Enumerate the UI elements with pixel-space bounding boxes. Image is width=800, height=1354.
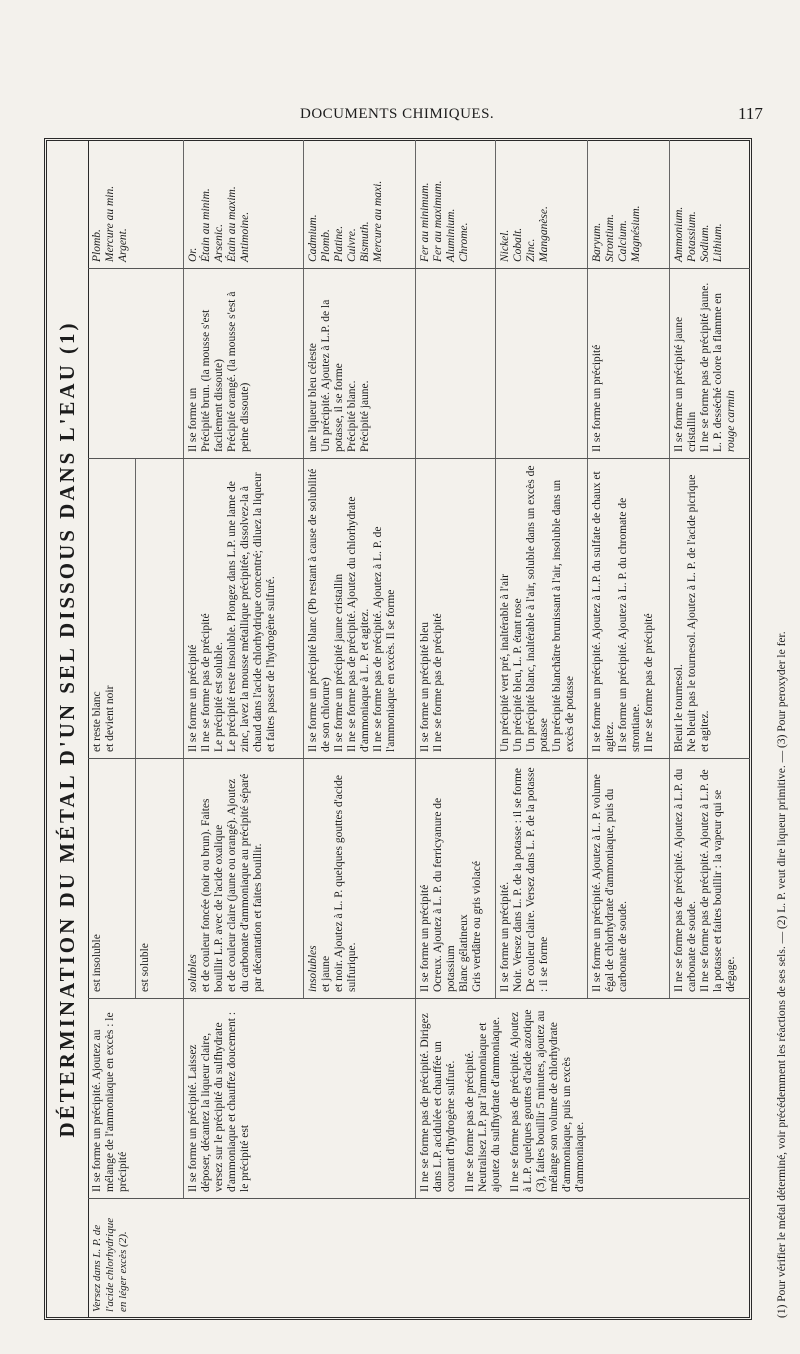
- group4-metals: Nickel. Cobalt. Zinc. Manganèse.: [496, 140, 588, 268]
- col-metals: [88, 140, 750, 268]
- col-second: est insoluble est soluble solubles et de couleur foncée (noir ou brun). Faites bouillir L.P. avec de l'acide oxalique et de couleur claire (jaune ou orangé). Ajoutez du carbonate d'ammoniaque au précipité séparé par décantation et faites bouillir. insolubles et jaune et noir. Ajoutez à L. P. quelques gouttes d'acide sulfurique. Il se forme un précipité Ocreux. Ajoutez à L. P. du ferricyanure de potassium Blanc gélatineux Gris verdâtre ou gris violacé Il se forme un précipité. Noir. Versez dans L. P. de la potasse : il se forme De couleur claire. Versez dans L. P. de la potasse : il se forme Il se forme un précipité. Ajoutez à L. P. volume égal de chlorhydrate d'ammoniaque, puis du carbonate de soude. Il ne se forme pas de précipité. Ajoutez à L.P. du carbonate de soude. Il ne se forme pas de précipité. Ajoutez à L.P. de la potasse et faites bouillir : la vapeur qui se dégage.: [88, 758, 750, 998]
- running-head: DOCUMENTS CHIMIQUES.: [300, 106, 495, 122]
- col-branches: [88, 998, 750, 1198]
- col-third: et reste blanc et devient noir Il se forme un précipité Il ne se forme pas de précipité Le précipité est soluble. Le précipité reste insoluble. Plongez dans L.P. une lame de zinc, lavez la mousse métallique précipitée, dissolvez-la à chaud dans l'acide chlorhydrique concentré; diluez la liqueur et faites passer de l'hydrogène sulfuré. Il se forme un précipité blanc (Pb restant à cause de solubilité de son chlorure) Il se forme un précipité jaune cristallin Il ne se forme pas de précipité. Ajoutez du chlorhydrate d'ammoniaque à L. P. et agitez. Il ne se forme pas de précipité. Ajoutez à L. P. de l'ammoniaque en excès. Il se forme Il se forme un précipité bleu Il ne se forme pas de précipité Un précipité vert pré, inaltérable à l'air Un précipité bleu, L. P. étant rose Un précipité blanc, inaltérable à l'air, soluble dans un excès de potasse Un précipité blanchâtre brunissant à l'air, insoluble dans un excès de potasse Il se forme un précipité. Ajoutez à L.P. du sulfate de chaux et agitez. Il se forme un précipité. Ajoutez à L. P. du chromate de strontiane. Il ne se forme pas de précipité Bleuit le tournesol. Ne bleuit pas le tournesol. Ajoutez à L. P. de l'acide picrique et agitez.: [88, 458, 750, 758]
- branch-h2s-precip: Il se forme un précipité. Laissez déposer, décantez la liqueur claire, versez sur le précipité du sulfhydrate d'ammoniaque et chauffez doucement : le précipité est: [184, 999, 416, 1198]
- group3-block: Il se forme un précipité Ocreux. Ajoutez à L. P. du ferricyanure de potassium Blanc gélatineux Gris verdâtre ou gris violacé: [416, 759, 496, 998]
- col-verser: [88, 1198, 750, 1318]
- group2a-metals: Or. Étain au minim. Arsenic. Étain au maxim. Antimoine.: [184, 140, 304, 268]
- solubles-block: solubles et de couleur foncée (noir ou brun). Faites bouillir L.P. avec de l'acide oxalique et de couleur claire (jaune ou orangé). Ajoutez du carbonate d'ammoniaque au précipité séparé par décantation et faites bouillir.: [184, 759, 304, 998]
- group4-block: Il se forme un précipité. Noir. Versez dans L. P. de la potasse : il se forme De couleur claire. Versez dans L. P. de la potasse : il se forme: [496, 759, 588, 998]
- rotated-table: [46, 140, 750, 1318]
- footnote: (1) Pour vérifier le métal déterminé, voir précédemment les réactions de ses sels. — (2) L. P. veut dire liqueur primitive. — (3) Pour peroxyder le fer.: [776, 631, 788, 1318]
- verser-label: Versez dans L. P. de l'acide chlorhydrique en léger excès (2).: [91, 1217, 129, 1312]
- group2b-metals: Cadmium. Plomb. Platine. Cuivre. Bismuth. Mercure au maxi.: [304, 140, 416, 268]
- group5-metals: Baryum. Strontium. Calcium. Magnésium.: [588, 140, 670, 268]
- insolubles-block: insolubles et jaune et noir. Ajoutez à L. P. quelques gouttes d'acide sulfurique.: [304, 759, 416, 998]
- table-title: DÉTERMINATION DU MÉTAL D'UN SEL DISSOUS DANS L'EAU (1): [46, 140, 89, 1318]
- branch-precip-hcl: Il se forme un précipité. Ajoutez au mélange de l'ammoniaque en excès : le précipité: [88, 999, 184, 1198]
- col-fourth: Il se forme un Précipité brun. (la mousse s'est facilement dissoute) Précipité orangé. (la mousse s'est à peine dissoute) une liqueur bleu céleste Un précipité. Ajoutez à L.P. de la potasse, il se forme Précipité blanc. Précipité jaune. Il se forme un précipité Il se forme un précipité jaune cristallin Il ne se forme pas de précipité jaune. L. P. desséché colore la flamme en rouge carmin: [88, 268, 750, 458]
- branch-no-h2s: Il ne se forme pas de précipité. Dirigez dans L.P. acidulée et chauffée un courant d'hydrogène sulfuré. Il ne se forme pas de précipité. Neutralisez L.P. par l'ammoniaque et ajoutez du sulfhydrate d'ammoniaque. Il ne se forme pas de précipité. Ajoutez à L.P. quelques gouttes d'acide azotique (3), faites bouillir 5 minutes, ajoutez au mélange son volume de chlorhydrate d'ammoniaque, puis un excès d'ammoniaque.: [419, 1009, 586, 1192]
- group6-metals: Ammonium. Potassium. Sodium. Lithium.: [673, 206, 724, 262]
- page-number: 117: [738, 104, 763, 123]
- group6-block: Il ne se forme pas de précipité. Ajoutez à L.P. du carbonate de soude. Il ne se forme pas de précipité. Ajoutez à L.P. de la potasse et faites bouillir : la vapeur qui se dégage.: [673, 768, 737, 992]
- table-body: [88, 140, 750, 1318]
- group3-metals: Fer au minimum. Fer au maximum. Aluminium. Chrome.: [416, 140, 496, 268]
- page-header: [0, 104, 800, 130]
- group1-metals: Plomb. Mercure au min. Argent.: [88, 140, 184, 268]
- group5-block: Il se forme un précipité. Ajoutez à L. P. volume égal de chlorhydrate d'ammoniaque, puis du carbonate de soude.: [588, 759, 670, 998]
